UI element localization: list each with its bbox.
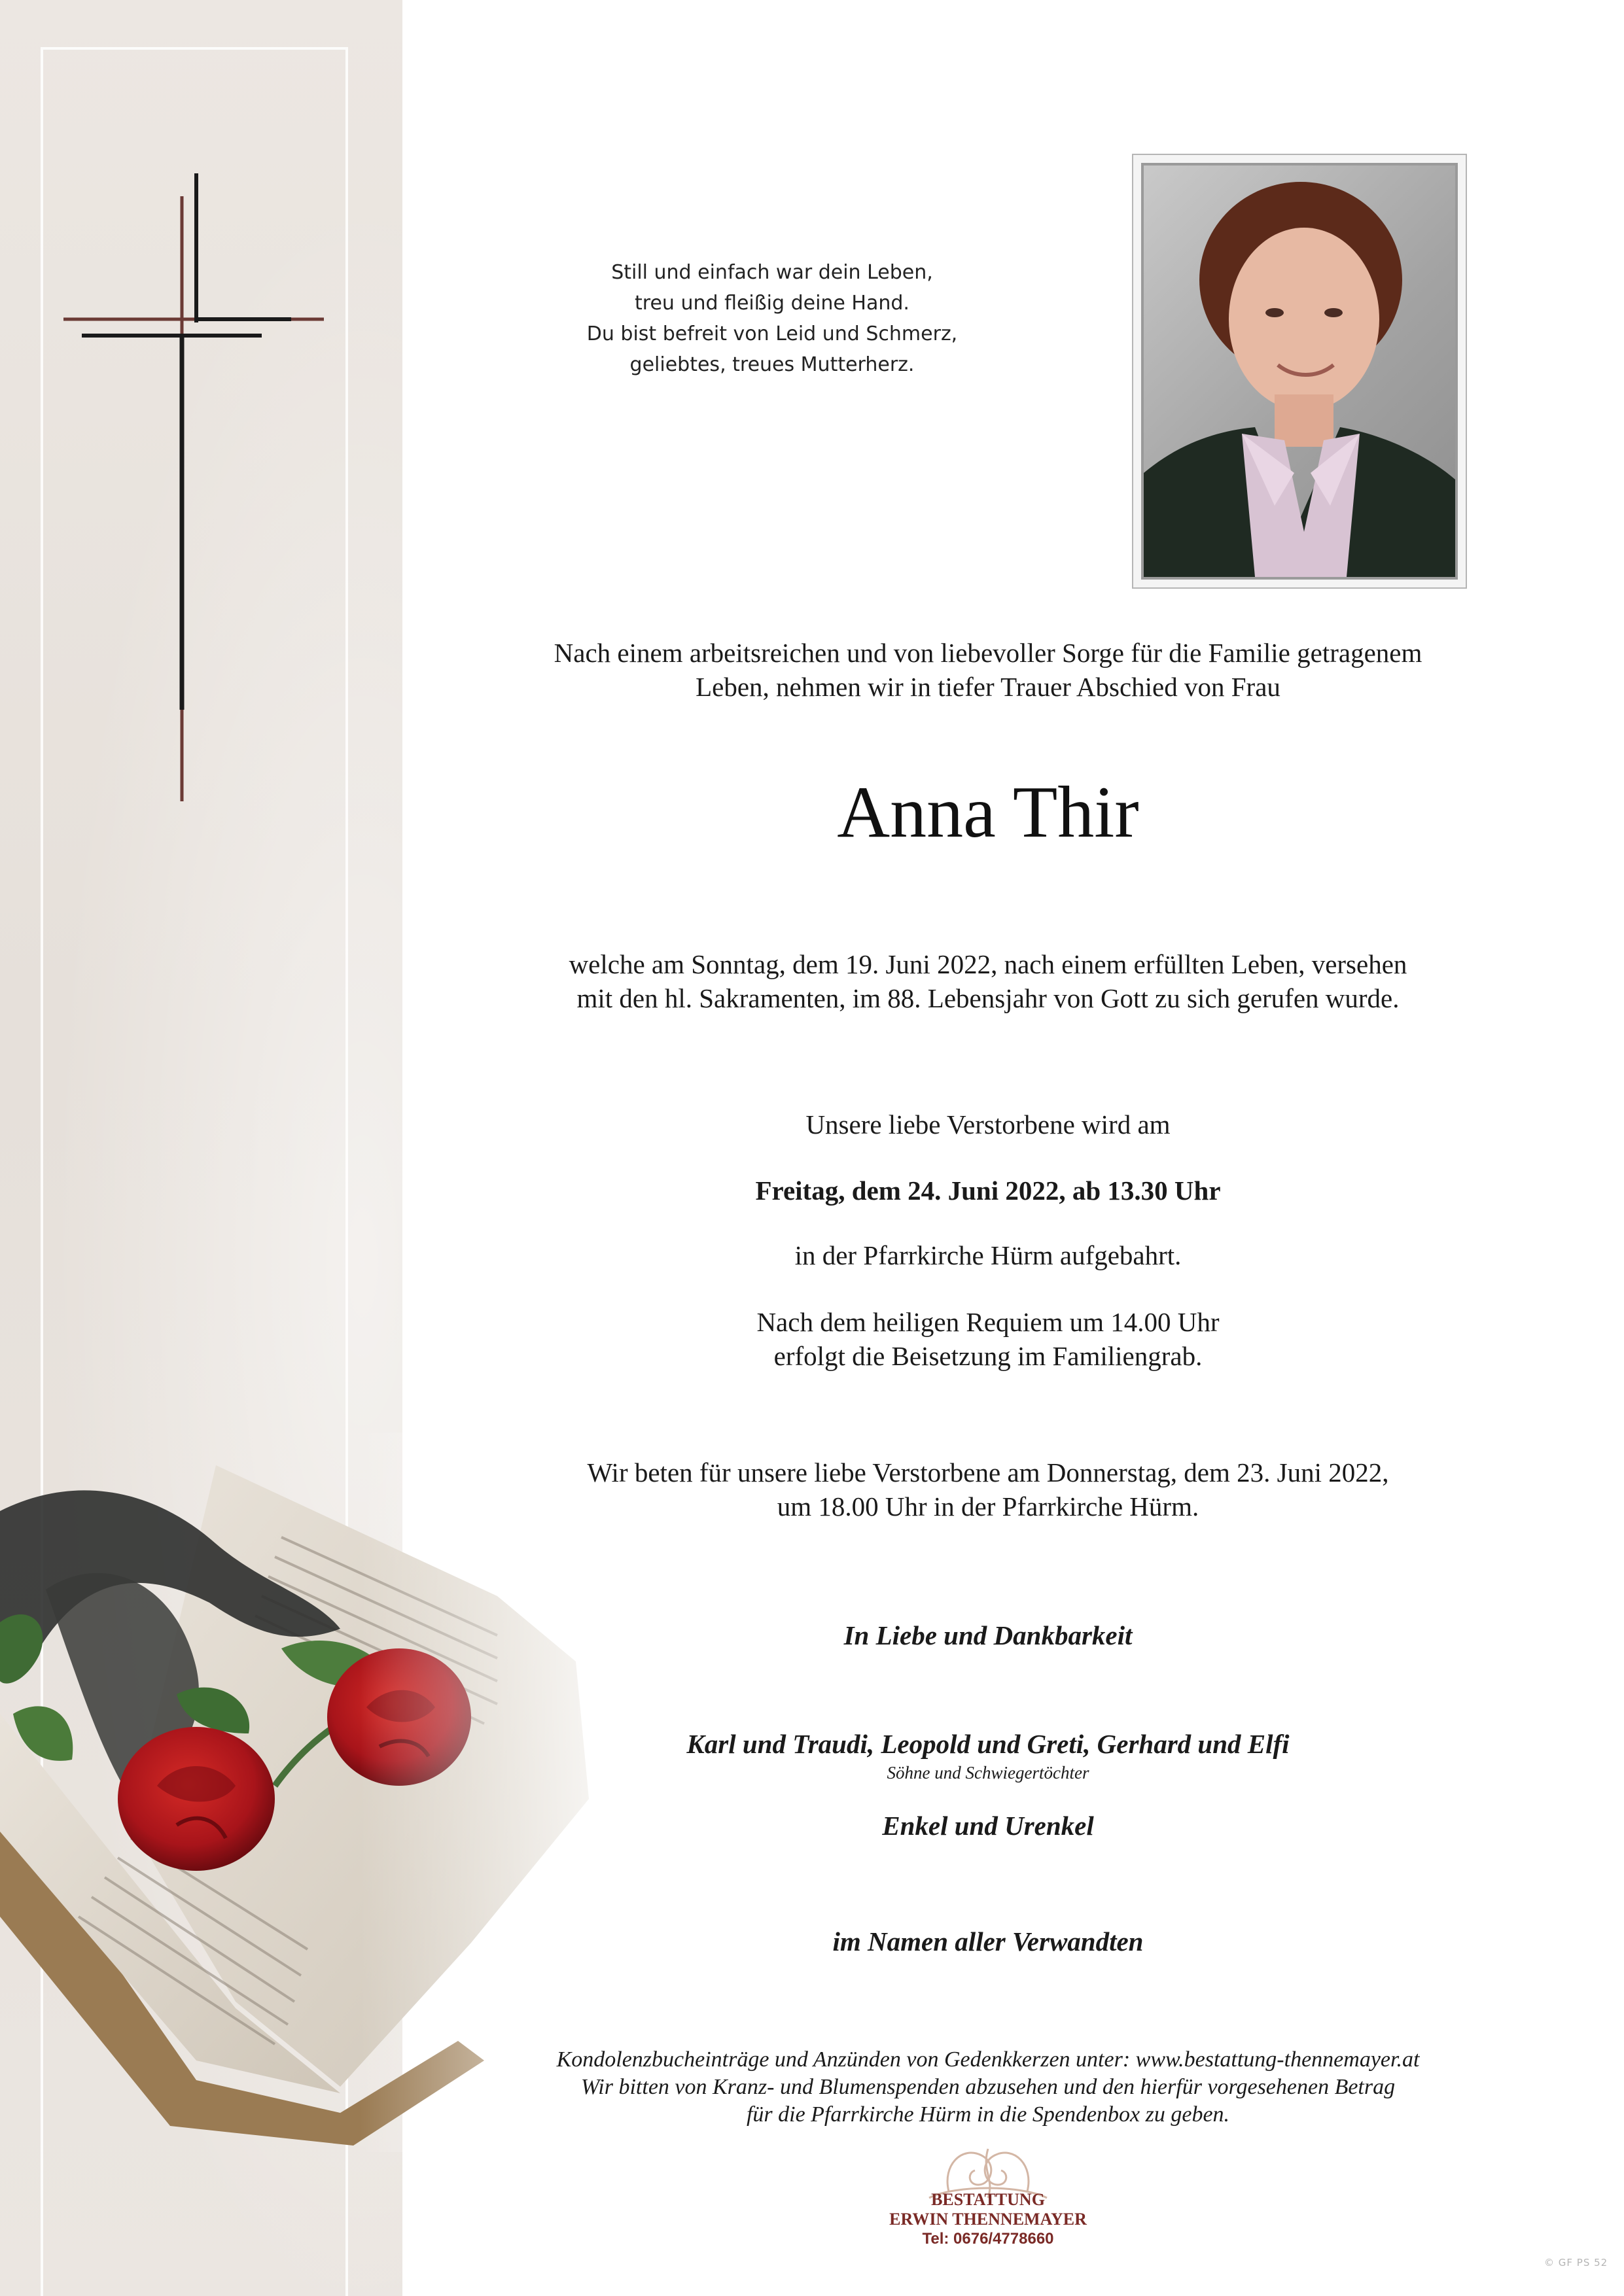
children-names: Karl und Traudi, Leopold und Greti, Gerhard und Elfi — [686, 1729, 1290, 1759]
prayer-line: Wir beten für unsere liebe Verstorbene am Donnerstag, dem 23. Juni 2022, — [587, 1457, 1389, 1487]
requiem-text — [432, 1305, 1544, 1373]
requiem-line: erfolgt die Beisetzung im Familiengrab. — [773, 1341, 1203, 1371]
footer-note — [432, 2046, 1544, 2129]
viewing-intro: Unsere liebe Verstorbene wird am — [805, 1109, 1171, 1139]
intro-line: Nach einem arbeitsreichen und von liebevoller Sorge für die Familie getragenem — [554, 638, 1422, 668]
poem-line: Du bist befreit von Leid und Schmerz, — [586, 322, 958, 345]
viewing-place: in der Pfarrkirche Hürm aufgebahrt. — [794, 1240, 1182, 1270]
prayer-text — [432, 1455, 1544, 1523]
footer-line: Wir bitten von Kranz- und Blumenspenden abzusehen und den hierfür vorgesehenen Betrag — [580, 2075, 1396, 2099]
portrait-frame — [1132, 154, 1467, 589]
portrait-photo — [1141, 163, 1458, 580]
poem-line: Still und einfach war dein Leben, — [611, 261, 933, 284]
portrait-illustration — [1144, 165, 1455, 577]
footer-line: für die Pfarrkirche Hürm in die Spendenbox zu geben. — [746, 2102, 1230, 2127]
relatives: im Namen aller Verwandten — [832, 1926, 1144, 1957]
footer-line: Kondolenzbucheinträge und Anzünden von Gedenkkerzen unter: www.bestattung-thennemayer.at — [556, 2047, 1420, 2072]
prayer-line: um 18.00 Uhr in der Pfarrkirche Hürm. — [777, 1491, 1199, 1522]
intro-line: Leben, nehmen wir in tiefer Trauer Abschied von Frau — [696, 672, 1280, 702]
undertaker-line1: BESTATTUNG — [931, 2190, 1045, 2209]
undertaker-line2: ERWIN THENNEMAYER — [889, 2210, 1087, 2229]
intro-text — [432, 636, 1544, 704]
undertaker-phone: Tel: 0676/4778660 — [922, 2230, 1054, 2248]
death-line: welche am Sonntag, dem 19. Juni 2022, nach einem erfüllten Leben, versehen — [569, 949, 1407, 979]
cross-icon — [62, 173, 330, 801]
book-roses-image — [0, 1433, 654, 2152]
grandchildren: Enkel und Urenkel — [882, 1811, 1094, 1841]
print-mark: © GF PS 52 — [1544, 2257, 1608, 2269]
closing-phrase: In Liebe und Dankbarkeit — [843, 1620, 1133, 1650]
undertaker-name — [844, 2190, 1132, 2249]
requiem-line: Nach dem heiligen Requiem um 14.00 Uhr — [756, 1307, 1220, 1337]
deceased-name: Anna Thir — [837, 772, 1139, 853]
poem — [517, 257, 1027, 380]
death-line: mit den hl. Sakramenten, im 88. Lebensjahr von Gott zu sich gerufen wurde. — [576, 983, 1400, 1013]
viewing-date: Freitag, dem 24. Juni 2022, ab 13.30 Uhr — [755, 1175, 1221, 1206]
poem-line: treu und fleißig deine Hand. — [635, 292, 909, 315]
children-note: Söhne und Schwiegertöchter — [887, 1763, 1089, 1783]
death-text — [432, 947, 1544, 1015]
poem-line: geliebtes, treues Mutterherz. — [629, 353, 915, 376]
